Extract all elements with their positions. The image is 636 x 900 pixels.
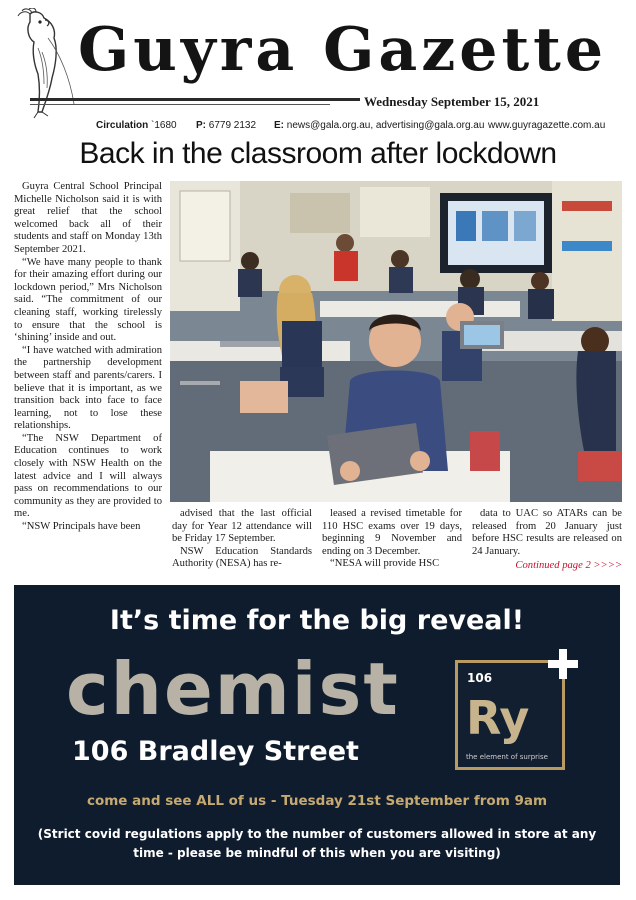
phone: P: 6779 2132	[196, 120, 257, 131]
ad-covid-note: (Strict covid regulations apply to the number of customers allowed in store at any time - please be mindful of this when you are visiting)	[37, 827, 597, 860]
title-rule	[30, 98, 360, 101]
element-number: 106	[467, 671, 493, 685]
chemist-advertisement	[14, 585, 620, 885]
continued-link[interactable]: Continued page 2 >>>>	[515, 560, 622, 572]
ad-event: come and see ALL of us - Tuesday 21st September from 9am	[86, 793, 548, 809]
paragraph: advised that the last official day for Year 12 attendance will be Friday 17 September.	[172, 508, 312, 545]
paragraph: “We have many people to thank for their amazing effort during our lockdown period,” Mrs Nicholson said. “The commitment of our cleaning staff, working tirelessly to ensure that the school is ‘shining’ inside and out.	[14, 256, 162, 344]
paragraph: “I have watched with admiration the partnership development between staff and parents/carers. I believe that it is important, as we transition back into face to face learning, not to lose these relationships.	[14, 344, 162, 432]
plus-icon	[546, 647, 580, 681]
paragraph: NSW Education Standards Authority (NESA) has re-	[172, 545, 312, 570]
ad-address: 106 Bradley Street	[72, 736, 359, 767]
element-symbol: Ry	[466, 691, 530, 745]
classroom-photo-icon	[170, 181, 622, 502]
classroom-photo	[170, 181, 622, 502]
paragraph: leased a revised timetable for 110 HSC exams over 19 days, beginning 9 November and ending on 3 December.	[322, 508, 462, 557]
paragraph: “NESA will provide HSC	[330, 558, 440, 570]
paragraph: “NSW Principals have been	[22, 521, 141, 533]
element-tagline: the element of surprise	[466, 753, 548, 761]
title-rule-thin	[30, 104, 330, 105]
article-column-1	[14, 181, 162, 571]
article-column-3	[322, 508, 462, 574]
article-column-4	[472, 508, 622, 574]
website-link[interactable]: www.guyragazette.com.au	[488, 120, 606, 131]
ad-brand: chemist	[66, 647, 400, 731]
article-headline: Back in the classroom after lockdown	[79, 137, 557, 170]
paragraph: “The NSW Department of Education continues to work closely with NSW Health on the latest advice and I will always pass on recommendations to our community as they are provided to me.	[14, 432, 162, 520]
circulation: Circulation `1680	[96, 120, 177, 131]
masthead	[0, 0, 636, 138]
paragraph: data to UAC so ATARs can be released from 20 January just before HSC results are released on 24 January.	[472, 508, 622, 557]
issue-date: Wednesday September 15, 2021	[364, 94, 540, 109]
email[interactable]: E: news@gala.org.au, advertising@gala.org.au	[274, 120, 485, 131]
ad-headline: It’s time for the big reveal!	[109, 605, 525, 636]
newspaper-title: Guyra Gazette	[78, 15, 608, 85]
paragraph: Guyra Central School Principal Michelle Nicholson said it is with great relief that the school welcomed back all of their students and staff on Monday 13th September 2021.	[14, 181, 162, 255]
article-column-2	[172, 508, 312, 574]
